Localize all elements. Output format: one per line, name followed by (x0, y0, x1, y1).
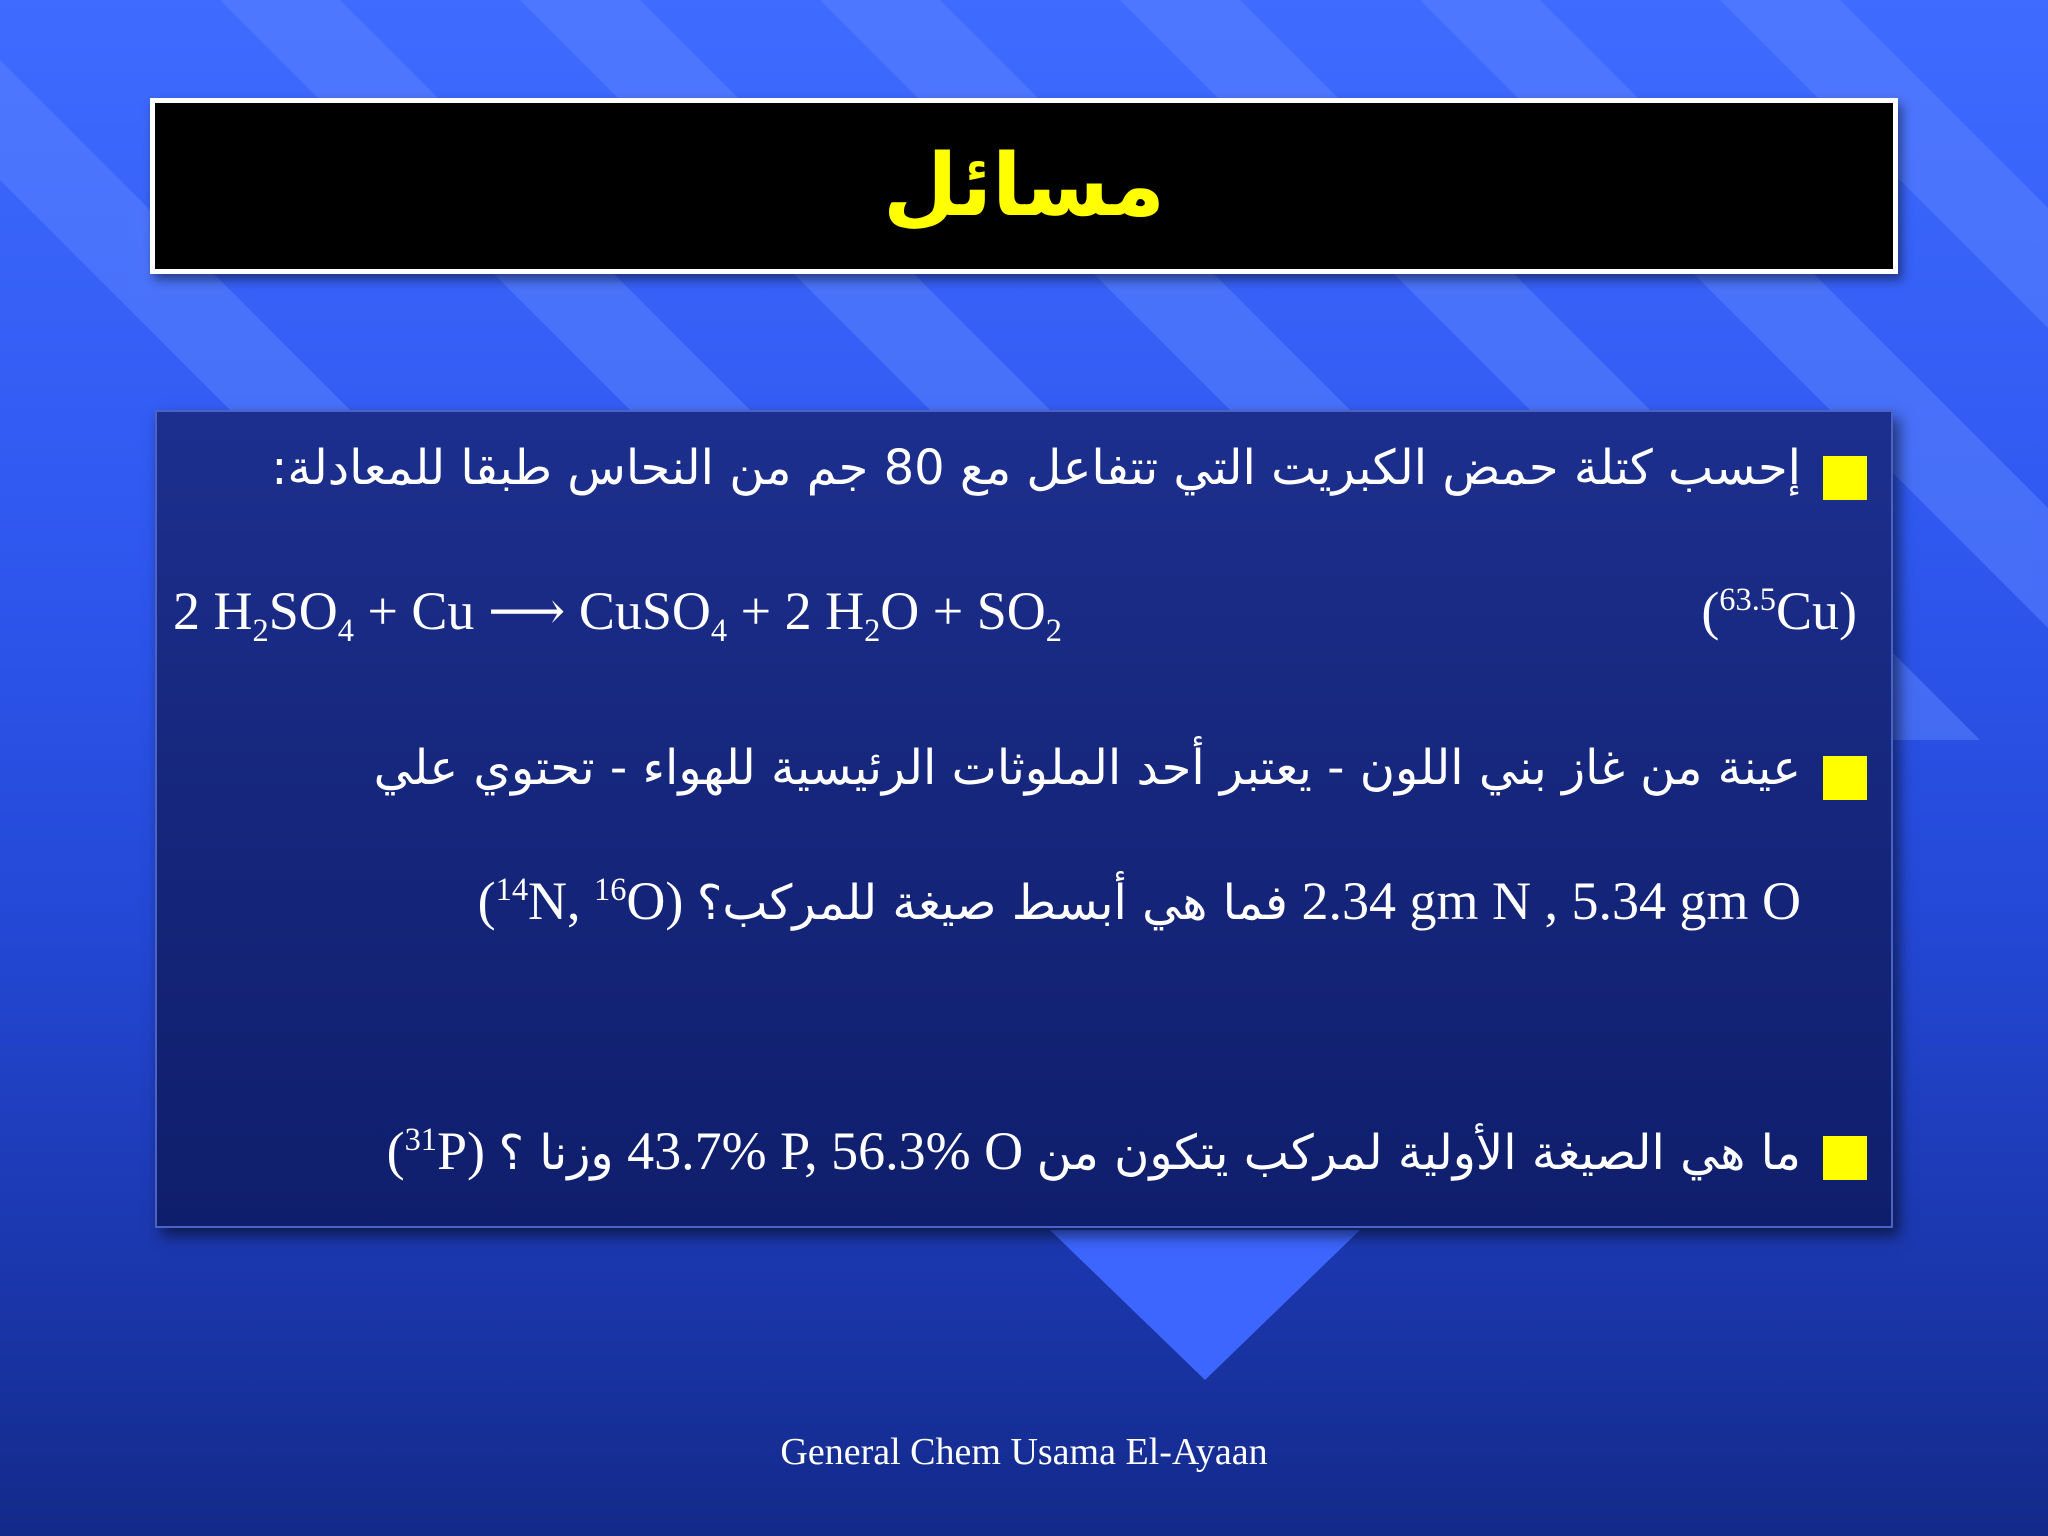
bullet-3 (1823, 1136, 1867, 1180)
amounts-n-o: 2.34 gm N , 5.34 gm O (1301, 871, 1801, 931)
atomic-mass-n-o: ($^{14}$N, $^{16}$O) (477, 871, 684, 931)
footer: General Chem Usama El-Ayaan (780, 1431, 1268, 1473)
problem-3-text: ما هي الصيغة الأولية لمركب يتكون من 43.7% P, 56.3% O وزنا ؟ ($^{31}$P) (386, 1121, 1801, 1181)
reaction-arrow: ⟶ (487, 581, 566, 641)
question-2: فما هي أبسط صيغة للمركب؟ (696, 875, 1288, 931)
equation: 2 $H_2SO_4 + Cu$ ⟶ CuSO$_4$ + 2 $H_2O + SO_2$ (173, 581, 1062, 649)
atomic-mass-p: ($^{31}$P) (386, 1121, 486, 1181)
title-box (150, 98, 1898, 274)
problem-2-line-2 (478, 872, 1801, 931)
bullet-1 (1823, 456, 1867, 500)
down-arrow-shape (1050, 1230, 1360, 1380)
slide-title: مسائل (882, 136, 1166, 236)
problem-1-text: إحسب كتلة حمض الكبريت التي تتفاعل مع 80 جم من النحاس طبقا للمعادلة: (271, 440, 1801, 496)
atomic-mass-cu: ($^{63.5}$Cu) (1701, 581, 1857, 641)
problem-2-text: عينة من غاز بني اللون - يعتبر أحد الملوثات الرئيسية للهواء - تحتوي علي (373, 740, 1801, 796)
bullet-2 (1823, 756, 1867, 800)
amounts-p-o: 43.7% P, 56.3% O (627, 1121, 1024, 1181)
content-box (155, 410, 1893, 1228)
